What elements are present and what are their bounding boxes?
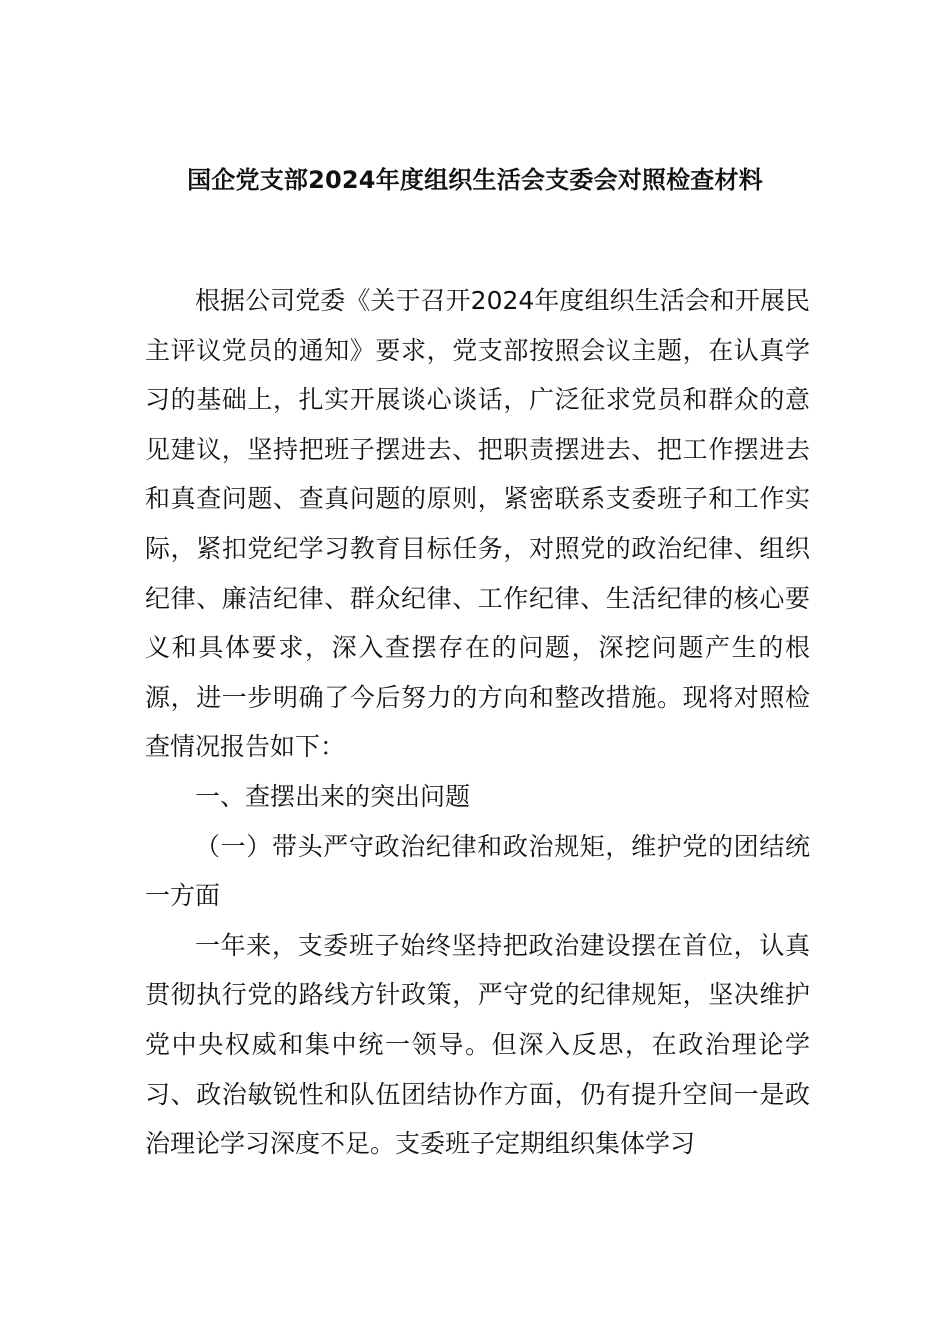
heading-section-1: 一、查摆出来的突出问题	[195, 781, 471, 811]
paragraph-intro: 根据公司党委《关于召开2024年度组织生活会和开展民主评议党员的通知》要求，党支部按照会议主题，在认真学习的基础上，扎实开展谈心谈话，广泛征求党员和群众的意见建议，坚持把班子摆进去、把职责摆进去、把工作摆进去和真查问题、查真问题的原则，紧密联系支委班子和工作实际，紧扣党纪学习教育目标任务，对照党的政治纪律、组织纪律、廉洁纪律、群众纪律、工作纪律、生活纪律的核心要义和具体要求，深入查摆存在的问题，深挖问题产生的根源，进一步明确了今后努力的方向和整改措施。现将对照检查情况报告如下：	[145, 286, 810, 762]
paragraph-subsection-1: 一年来，支委班子始终坚持把政治建设摆在首位，认真贯彻执行党的路线方针政策，严守党的纪律规矩，坚决维护党中央权威和集中统一领导。但深入反思，在政治理论学习、政治敏锐性和队伍团结协作方面，仍有提升空间一是政治理论学习深度不足。支委班子定期组织集体学习	[145, 930, 810, 1159]
document-title: 国企党支部2024年度组织生活会支委会对照检查材料	[187, 166, 763, 194]
heading-subsection-1: （一）带头严守政治纪律和政治规矩，维护党的团结统一方面	[145, 831, 810, 911]
document-body	[145, 276, 810, 1169]
